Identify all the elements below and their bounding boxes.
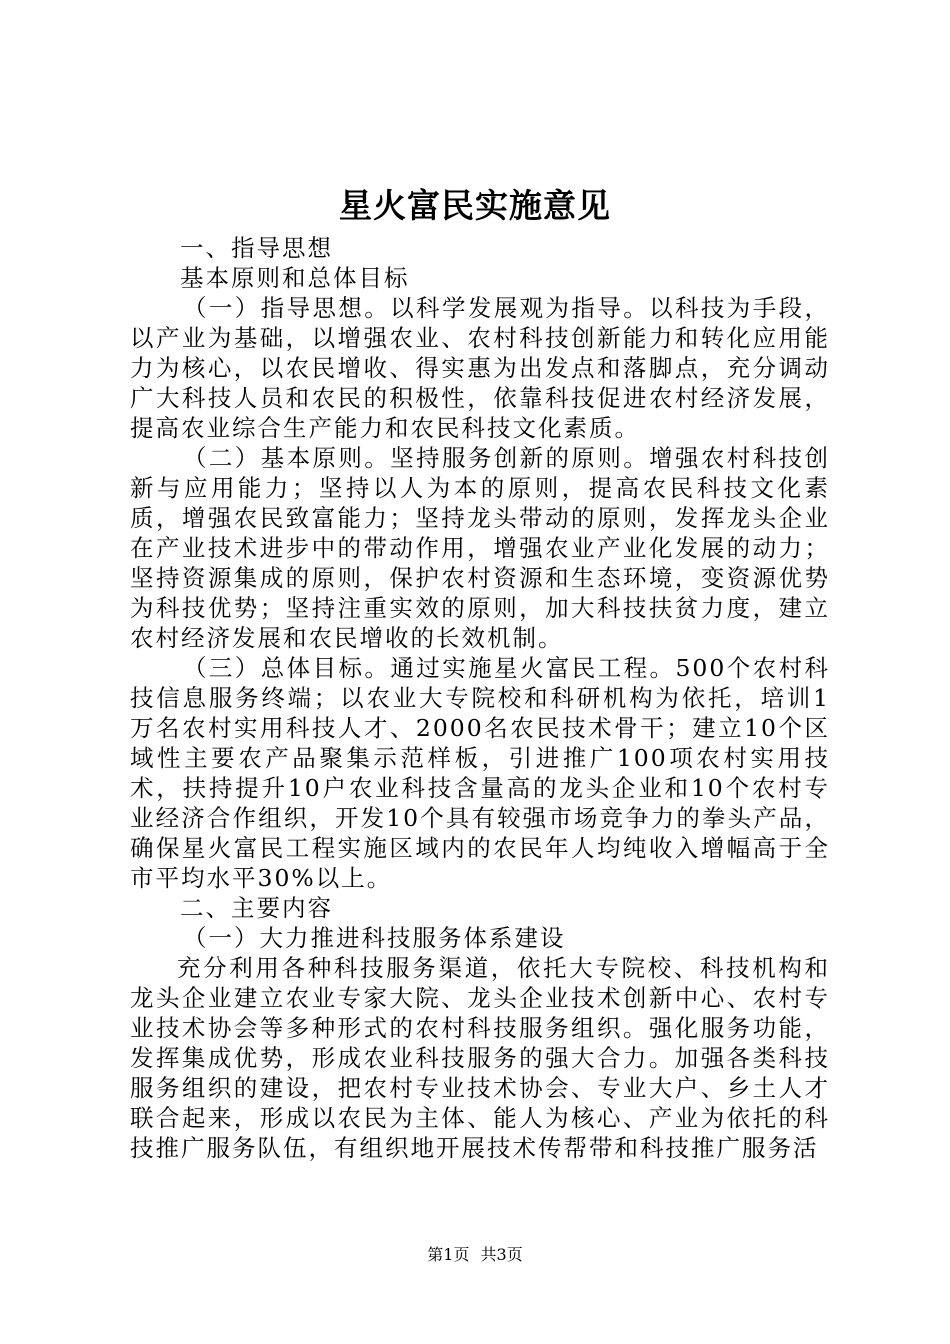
paragraph: （一）指导思想。以科学发展观为指导。以科技为手段，以产业为基础，以增强农业、农村科技创新能力和转化应用能力为核心，以农民增收、得实惠为出发点和落脚点，充分调动广大科技人员和农民的积极性，依靠科技促进农村经济发展，提高农业综合生产能力和农民科技文化素质。 xyxy=(130,294,830,442)
page-number: 第1页 xyxy=(427,1245,470,1264)
paragraph: （三）总体目标。通过实施星火富民工程。500个农村科技信息服务终端；以农业大专院校和科研机构为依托，培训1万名农村实用科技人才、2000名农民技术骨干；建立10个区域性主要农产品聚集示范样板，引进推广100项农村实用技术，扶持提升10户农业科技含量高的龙头企业和10个农村专业经济合作组织，开发10个具有较强市场竞争力的拳头产品，确保星火富民工程实施区域内的农民年人均纯收入增幅高于全市平均水平30%以上。 xyxy=(130,654,830,892)
section-heading: 一、指导思想 xyxy=(180,234,333,262)
paragraph: 充分利用各种科技服务渠道，依托大专院校、科技机构和龙头企业建立农业专家大院、龙头企业技术创新中心、农村专业技术协会等多种形式的农村科技服务组织。强化服务功能，发挥集成优势，形成农业科技服务的强大合力。加强各类科技服务组织的建设，把农村专业技术协会、专业大户、乡土人才联合起来，形成以农民为主体、能人为核心、产业为依托的科技推广服务队伍，有组织地开展技术传帮带和科技推广服务活 xyxy=(130,954,830,1162)
section-heading: 二、主要内容 xyxy=(180,894,333,922)
section-subheading: 基本原则和总体目标 xyxy=(180,264,410,292)
document-body xyxy=(130,233,830,1163)
paragraph: （二）基本原则。坚持服务创新的原则。增强农村科技创新与应用能力；坚持以人为本的原则，提高农民科技文化素质，增强农民致富能力；坚持龙头带动的原则，发挥龙头企业在产业技术进步中的带动作用，增强农业产业化发展的动力；坚持资源集成的原则，保护农村资源和生态环境，变资源优势为科技优势；坚持注重实效的原则，加大科技扶贫力度，建立农村经济发展和农民增收的长效机制。 xyxy=(130,444,830,652)
section-subheading: （一）大力推进科技服务体系建设 xyxy=(183,924,566,952)
document-title: 星火富民实施意见 xyxy=(339,186,611,225)
page-footer xyxy=(0,1245,950,1265)
page-total: 共3页 xyxy=(480,1245,523,1264)
